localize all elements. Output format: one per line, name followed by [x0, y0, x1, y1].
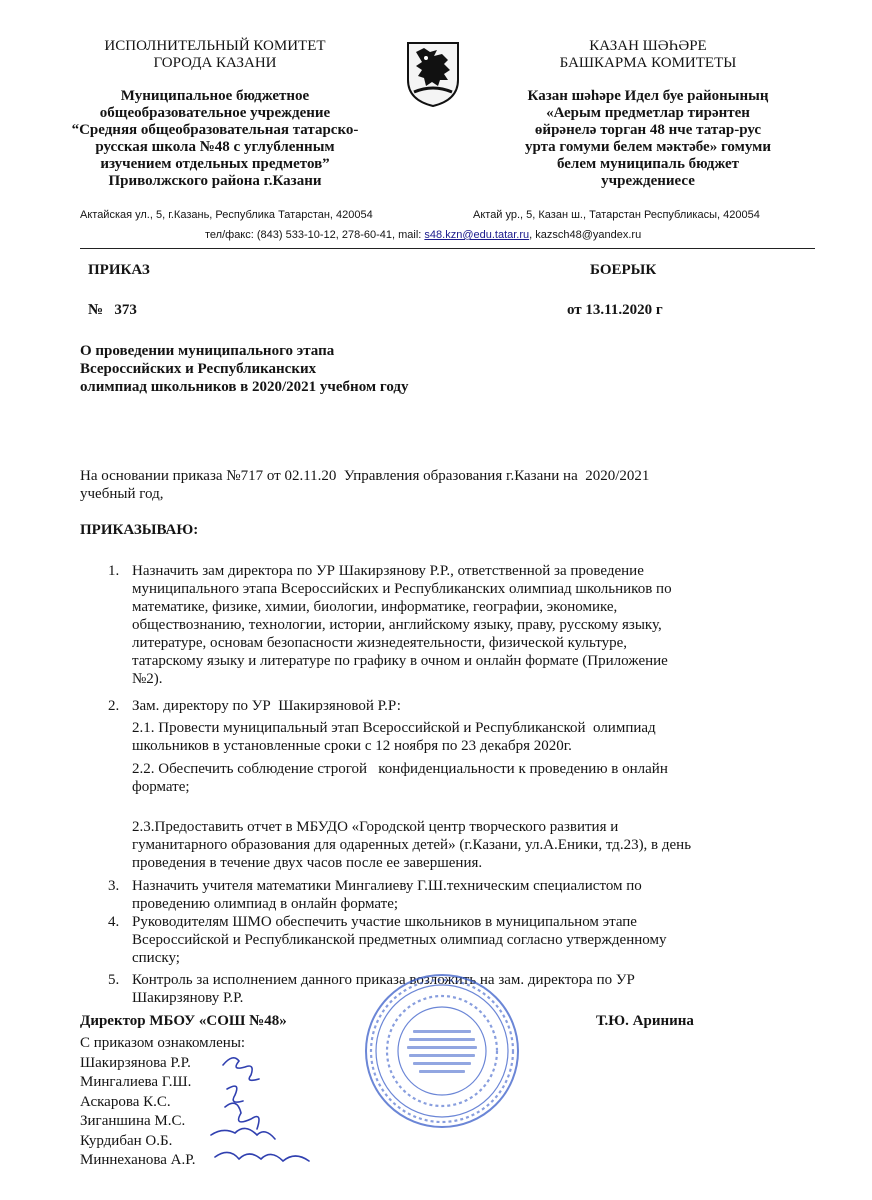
item-5-number: 5. — [108, 972, 120, 988]
school-name-ru-2: общеобразовательное учреждение — [99, 105, 331, 121]
director-name: Т.Ю. Аринина — [596, 1013, 694, 1029]
order-number-value: 373 — [114, 302, 137, 318]
order-date: от 13.11.2020 г — [567, 302, 663, 318]
subject-line: Всероссийских и Республиканских — [80, 361, 317, 377]
item-5-text: Контроль за исполнением данного приказа возложить на зам. директора по УР Шакирзянову Р.Р. — [132, 972, 635, 1006]
email-secondary: , kazsch48@yandex.ru — [529, 229, 642, 241]
item-2-number: 2. — [108, 698, 120, 714]
school-name-tt-1: Казан шәһәре Идел буе районының — [527, 88, 769, 104]
header-left — [55, 38, 375, 190]
school-name-tt-3: өйрәнелә торган 48 нче татар-рус — [534, 122, 762, 138]
item-1-number: 1. — [108, 563, 120, 579]
school-name-tt-4: урта гомуми белем мәктәбе» гомуми — [524, 139, 771, 155]
acquainted-name: Шакирзянова Р.Р. — [80, 1054, 191, 1071]
item-3-text: Назначить учителя математики Мингалиеву Г.Ш.техническим специалистом по проведению олимпиад в онлайн формате; — [132, 878, 642, 912]
acquainted-name: Курдибан О.Б. — [80, 1132, 173, 1149]
order-number — [88, 302, 137, 319]
acquainted-name: Миннеханова А.Р. — [80, 1152, 196, 1168]
acquainted-name: Аскарова К.С. — [80, 1093, 171, 1110]
acquainted-name: Зиганшина М.С. — [80, 1113, 186, 1129]
school-name-ru-3: “Средняя общеобразовательная татарско- — [71, 122, 359, 138]
org-name-ru-line1: ИСПОЛНИТЕЛЬНЫЙ КОМИТЕТ — [104, 38, 326, 54]
acquainted-list — [80, 1034, 245, 1171]
item-4-text: Руководителям ШМО обеспечить участие школьников в муниципальном этапе Всероссийской и Республиканской предметных олимпиад согласно утвержденному списку; — [132, 914, 667, 966]
basis-line: На основании приказа №717 от 02.11.20 Управления образования г.Казани на 2020/2021 — [80, 468, 650, 484]
school-name-ru-5: изучением отдельных предметов” — [100, 156, 330, 172]
header-divider — [80, 248, 815, 249]
subitem-2-2: 2.2. Обеспечить соблюдение строгой конфиденциальности к проведению в онлайн формате; — [132, 761, 668, 795]
email-link[interactable]: s48.kzn@edu.tatar.ru — [424, 229, 530, 241]
order-label-ru: ПРИКАЗ — [88, 262, 150, 278]
order-label-tt: БОЕРЫК — [590, 262, 657, 278]
subitem-2-3: 2.3.Предоставить отчет в МБУДО «Городской центр творческого развития и гуманитарного образования для одаренных детей» (г.Казани, ул.А.Еники, тд.23), в день проведения в течение двух часов после ее завершения. — [132, 819, 692, 871]
school-name-tt-5: белем муниципаль бюджет — [556, 156, 740, 172]
director-position: Директор МБОУ «СОШ №48» — [80, 1013, 287, 1029]
subject-line: олимпиад школьников в 2020/2021 учебном году — [80, 379, 409, 395]
school-name-tt-2: «Аерым предметлар тирәнтен — [546, 105, 750, 121]
number-sign: № — [88, 302, 104, 318]
order-subject — [80, 342, 408, 396]
school-name-tt-6: учреждениесе — [601, 173, 695, 189]
address-ru: Актайская ул., 5, г.Казань, Республика Татарстан, 420054 — [80, 209, 373, 221]
command-heading: ПРИКАЗЫВАЮ: — [80, 522, 199, 538]
subitem-2-1: 2.1. Провести муниципальный этап Всероссийской и Республиканской олимпиад школьников в установленные сроки с 12 ноября по 23 декабря 2020г. — [132, 720, 656, 754]
subject-line: О проведении муниципального этапа — [80, 343, 335, 359]
item-4-number: 4. — [108, 914, 120, 930]
item-3-number: 3. — [108, 878, 120, 894]
kazan-coat-of-arms-icon — [404, 40, 462, 108]
org-name-tt-line2: БАШКАРМА КОМИТЕТЫ — [559, 55, 737, 71]
org-name-ru-line2: ГОРОДА КАЗАНИ — [153, 55, 277, 71]
acquainted-name: Мингалиева Г.Ш. — [80, 1074, 192, 1090]
school-name-ru-6: Приволжского района г.Казани — [108, 173, 322, 189]
phone-fax: тел/факс: (843) 533-10-12, 278-60-41, mail: — [205, 229, 425, 241]
address-tt: Актай ур., 5, Казан ш., Татарстан Республикасы, 420054 — [473, 209, 760, 221]
official-round-stamp — [363, 972, 521, 1130]
item-1-text: Назначить зам директора по УР Шакирзянову Р.Р., ответственной за проведение муниципального этапа Всероссийских и Республиканских олимпиад школьников по математике, физике, химии, биологии, информатике, географии, экономике, обществознанию, технологии, истории, английскому языку, праву, русскому языку, литературе, основам безопасности жизнедеятельности, физической культуре, татарскому языку и литературе по графику в очном и онлайн формате (Приложение №2). — [132, 563, 672, 687]
header-right — [478, 38, 818, 190]
basis-line: учебный год, — [80, 486, 164, 502]
item-2-text: Зам. директору по УР Шакирзяновой Р.Р: — [132, 698, 401, 714]
school-name-ru-4: русская школа №48 с углубленным — [95, 139, 335, 155]
school-name-ru-1: Муниципальное бюджетное — [120, 88, 310, 104]
contacts-line — [205, 229, 641, 241]
org-name-tt-line1: КАЗАН ШӘҺӘРЕ — [589, 38, 707, 54]
acquainted-heading: С приказом ознакомлены: — [80, 1035, 246, 1051]
basis-paragraph — [80, 467, 800, 503]
